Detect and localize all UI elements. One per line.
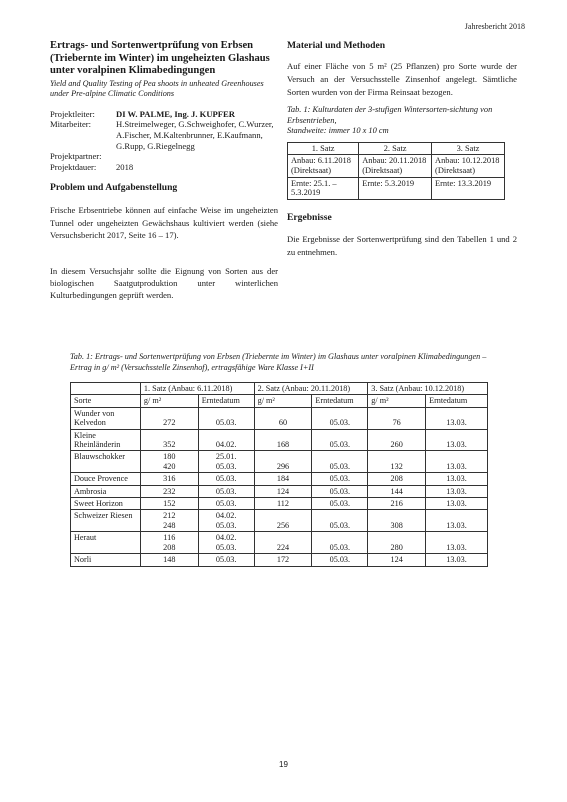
ernte-header-1: Erntedatum bbox=[198, 395, 254, 407]
harvest-date-cell: 13.03. bbox=[426, 498, 488, 510]
harvest-date-cell: 05.03. bbox=[312, 407, 368, 429]
satz-3-header: 3. Satz bbox=[432, 142, 505, 155]
projektpartner-value bbox=[116, 151, 278, 162]
yield-cell: 260 bbox=[368, 429, 426, 451]
harvest-date-cell: 05.03. bbox=[198, 407, 254, 429]
harvest-date-cell: 05.03. bbox=[198, 498, 254, 510]
projektdauer-value: 2018 bbox=[116, 161, 134, 172]
corner-cell bbox=[71, 383, 141, 395]
yield-cell: 216 bbox=[368, 498, 426, 510]
report-header: Jahresbericht 2018 bbox=[464, 22, 525, 31]
yield-cell: 256 bbox=[254, 510, 312, 532]
gm2-header-2: g/ m² bbox=[254, 395, 312, 407]
yield-cell: 308 bbox=[368, 510, 426, 532]
variety-cell: Heraut bbox=[71, 532, 141, 554]
harvest-date-cell: 05.03. bbox=[198, 473, 254, 485]
page-subtitle: Yield and Quality Testing of Pea shoots in unheated Greenhouses under Pre-alpine Climatic Conditions bbox=[50, 78, 264, 98]
table-1-spacing-note: Standweite: immer 10 x 10 cm bbox=[287, 126, 389, 136]
satz-2-anbau: Anbau: 20.11.2018 (Direktsaat) bbox=[359, 155, 432, 177]
table-1-caption: Tab. 1: Kulturdaten der 3-stufigen Wintersorten-sichtung von Erbsentrieben, bbox=[287, 105, 493, 125]
harvest-date-cell: 04.02. 05.03. bbox=[198, 532, 254, 554]
problem-paragraph-1: Frische Erbsentriebe können auf einfache Weise im ungeheizten Tunnel oder ungeheizten Gewächshaus kultiviert werden (siehe Versuchsbericht 2017, Seite 16 – 17). bbox=[50, 205, 278, 241]
satz-3-anbau: Anbau: 10.12.2018 (Direktsaat) bbox=[432, 155, 505, 177]
harvest-date-cell: 05.03. bbox=[312, 485, 368, 497]
harvest-date-cell: 05.03. bbox=[312, 429, 368, 451]
yield-cell: 148 bbox=[140, 554, 198, 566]
yield-cell: 112 bbox=[254, 498, 312, 510]
harvest-date-cell: 25.01. 05.03. bbox=[198, 451, 254, 473]
ernte-header-2: Erntedatum bbox=[312, 395, 368, 407]
variety-cell: Ambrosia bbox=[71, 485, 141, 497]
main-table-caption: Tab. 1: Ertrags- und Sortenwertprüfung von Erbsen (Triebernte im Winter) im Glashaus unter voralpinen Klimabedingungen – Ertrag in g/ m² (Versuchsstelle Zinsenhof), ertragsfähige Ware Klasse I+II bbox=[70, 352, 487, 372]
yield-cell: 352 bbox=[140, 429, 198, 451]
harvest-date-cell: 13.03. bbox=[426, 407, 488, 429]
yield-cell: 116 208 bbox=[140, 532, 198, 554]
methods-heading: Material und Methoden bbox=[287, 40, 386, 51]
harvest-date-cell: 05.03. bbox=[312, 473, 368, 485]
mitarbeiter-label: Mitarbeiter: bbox=[50, 119, 92, 130]
left-column bbox=[50, 40, 278, 302]
harvest-date-cell: 13.03. bbox=[426, 473, 488, 485]
satz-table bbox=[287, 142, 505, 200]
satz-1-header: 1. Satz bbox=[288, 142, 359, 155]
variety-cell: Kleine Rheinländerin bbox=[71, 429, 141, 451]
yield-cell: 184 bbox=[254, 473, 312, 485]
table-row bbox=[71, 451, 488, 473]
variety-cell: Blauwschokker bbox=[71, 451, 141, 473]
satz-2-group-header: 2. Satz (Anbau: 20.11.2018) bbox=[254, 383, 368, 395]
table-row bbox=[71, 554, 488, 566]
variety-cell: Wunder von Kelvedon bbox=[71, 407, 141, 429]
harvest-date-cell: 05.03. bbox=[312, 554, 368, 566]
table-row bbox=[71, 429, 488, 451]
satz-3-group-header: 3. Satz (Anbau: 10.12.2018) bbox=[368, 383, 488, 395]
yield-cell: 76 bbox=[368, 407, 426, 429]
yield-cell: 296 bbox=[254, 451, 312, 473]
yield-cell: 272 bbox=[140, 407, 198, 429]
yield-cell: 124 bbox=[368, 554, 426, 566]
results-heading: Ergebnisse bbox=[287, 211, 332, 223]
harvest-date-cell: 13.03. bbox=[426, 451, 488, 473]
right-column bbox=[287, 40, 517, 259]
results-paragraph: Die Ergebnisse der Sortenwertprüfung sind den Tabellen 1 und 2 zu entnehmen. bbox=[287, 233, 517, 257]
satz-2-ernte: Ernte: 5.3.2019 bbox=[359, 177, 432, 199]
yield-cell: 124 bbox=[254, 485, 312, 497]
harvest-date-cell: 04.02. bbox=[198, 429, 254, 451]
yield-cell: 168 bbox=[254, 429, 312, 451]
variety-cell: Douce Provence bbox=[71, 473, 141, 485]
variety-cell: Sweet Horizon bbox=[71, 498, 141, 510]
yield-table bbox=[70, 382, 488, 567]
project-meta bbox=[50, 109, 278, 173]
gm2-header-1: g/ m² bbox=[140, 395, 198, 407]
yield-cell: 60 bbox=[254, 407, 312, 429]
page-number: 19 bbox=[279, 760, 288, 769]
satz-3-ernte: Ernte: 13.3.2019 bbox=[432, 177, 505, 199]
yield-cell: 180 420 bbox=[140, 451, 198, 473]
variety-cell: Norli bbox=[71, 554, 141, 566]
projektleiter-label: Projektleiter: bbox=[50, 108, 95, 119]
yield-cell: 212 248 bbox=[140, 510, 198, 532]
page-title: Ertrags- und Sortenwertprüfung von Erbsen (Triebernte im Winter) im ungeheizten Glashaus unter voralpinen Klimabedingungen bbox=[50, 40, 270, 77]
harvest-date-cell: 05.03. bbox=[312, 532, 368, 554]
table-row bbox=[71, 498, 488, 510]
harvest-date-cell: 04.02. 05.03. bbox=[198, 510, 254, 532]
yield-cell: 316 bbox=[140, 473, 198, 485]
sorte-header: Sorte bbox=[71, 395, 141, 407]
harvest-date-cell: 05.03. bbox=[312, 510, 368, 532]
harvest-date-cell: 05.03. bbox=[198, 485, 254, 497]
satz-2-header: 2. Satz bbox=[359, 142, 432, 155]
projektpartner-label: Projektpartner: bbox=[50, 151, 102, 162]
table-row bbox=[71, 532, 488, 554]
projektdauer-label: Projektdauer: bbox=[50, 161, 97, 172]
gm2-header-3: g/ m² bbox=[368, 395, 426, 407]
harvest-date-cell: 13.03. bbox=[426, 429, 488, 451]
table-row bbox=[71, 485, 488, 497]
mitarbeiter-value: H.Streimelweger, G.Schweighofer, C.Wurzer, A.Fischer, M.Kaltenbrunner, E.Kaufmann, G.Rupp, G.Riegelnegg bbox=[116, 119, 274, 151]
yield-cell: 280 bbox=[368, 532, 426, 554]
yield-cell: 132 bbox=[368, 451, 426, 473]
problem-paragraph-2: In diesem Versuchsjahr sollte die Eignung von Sorten aus der biologischen Saatgutproduktion unter winterlichen Kulturbedingungen geprüft werden. bbox=[50, 265, 278, 301]
yield-cell: 144 bbox=[368, 485, 426, 497]
harvest-date-cell: 13.03. bbox=[426, 485, 488, 497]
yield-cell: 172 bbox=[254, 554, 312, 566]
satz-1-ernte: Ernte: 25.1. – 5.3.2019 bbox=[288, 177, 359, 199]
harvest-date-cell: 13.03. bbox=[426, 554, 488, 566]
harvest-date-cell: 05.03. bbox=[198, 554, 254, 566]
harvest-date-cell: 05.03. bbox=[312, 451, 368, 473]
harvest-date-cell: 13.03. bbox=[426, 510, 488, 532]
yield-cell: 208 bbox=[368, 473, 426, 485]
satz-1-anbau: Anbau: 6.11.2018 (Direktsaat) bbox=[288, 155, 359, 177]
table-row bbox=[71, 473, 488, 485]
yield-cell: 232 bbox=[140, 485, 198, 497]
harvest-date-cell: 13.03. bbox=[426, 532, 488, 554]
table-row bbox=[71, 407, 488, 429]
ernte-header-3: Erntedatum bbox=[426, 395, 488, 407]
variety-cell: Schweizer Riesen bbox=[71, 510, 141, 532]
satz-1-group-header: 1. Satz (Anbau: 6.11.2018) bbox=[140, 383, 254, 395]
table-row bbox=[71, 510, 488, 532]
problem-heading: Problem und Aufgabenstellung bbox=[50, 182, 178, 194]
yield-cell: 224 bbox=[254, 532, 312, 554]
yield-cell: 152 bbox=[140, 498, 198, 510]
methods-paragraph: Auf einer Fläche von 5 m² (25 Pflanzen) pro Sorte wurde der Versuch an der Versuchsstelle Zinsenhof angelegt. Sämtliche Sorten wurden von der Firma Reinsaat bezogen. bbox=[287, 61, 517, 97]
projektleiter-value: DI W. PALME, Ing. J. KUPFER bbox=[116, 108, 235, 119]
harvest-date-cell: 05.03. bbox=[312, 498, 368, 510]
